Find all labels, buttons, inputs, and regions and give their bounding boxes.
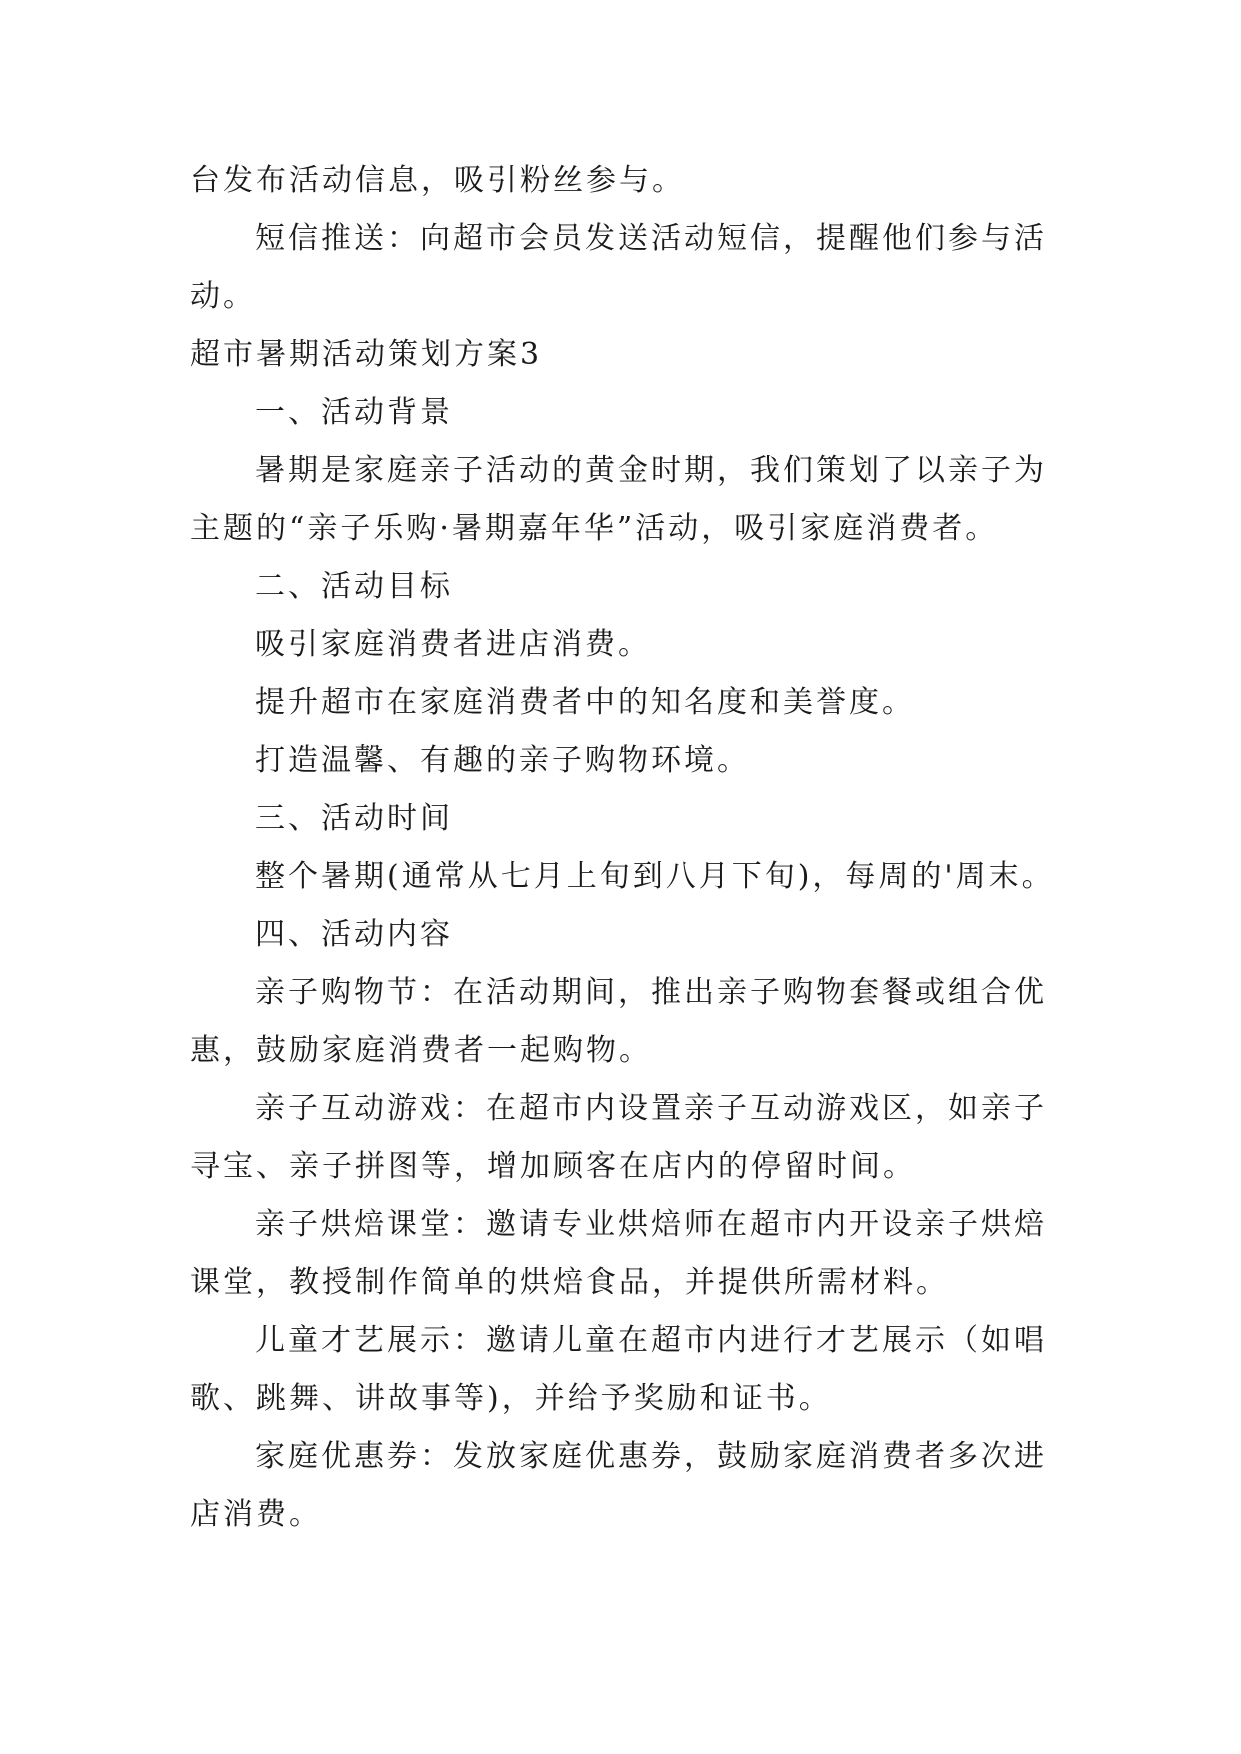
text-line: 亲子互动游戏：在超市内设置亲子互动游戏区，如亲子 xyxy=(255,1091,1047,1126)
text-line: 家庭优惠券：发放家庭优惠券，鼓励家庭消费者多次进 xyxy=(255,1439,1047,1474)
section-heading: 二、活动目标 xyxy=(255,569,453,604)
document-body xyxy=(190,152,1055,1544)
section-heading: 四、活动内容 xyxy=(255,917,453,952)
text-line: 店消费。 xyxy=(190,1497,322,1532)
text-line: 动。 xyxy=(190,279,256,314)
text-line: 亲子购物节：在活动期间，推出亲子购物套餐或组合优 xyxy=(255,975,1047,1010)
text-line: 台发布活动信息，吸引粉丝参与。 xyxy=(190,163,685,198)
text-line: 儿童才艺展示：邀请儿童在超市内进行才艺展示（如唱 xyxy=(255,1323,1047,1358)
text-line: 打造温馨、有趣的亲子购物环境。 xyxy=(255,743,750,778)
text-line: 提升超市在家庭消费者中的知名度和美誉度。 xyxy=(255,685,915,720)
text-line: 主题的“亲子乐购·暑期嘉年华”活动，吸引家庭消费者。 xyxy=(190,511,999,546)
text-line: 惠，鼓励家庭消费者一起购物。 xyxy=(190,1033,652,1068)
section-heading: 一、活动背景 xyxy=(255,395,453,430)
text-line: 暑期是家庭亲子活动的黄金时期，我们策划了以亲子为 xyxy=(255,453,1047,488)
text-line: 课堂，教授制作简单的烘焙食品，并提供所需材料。 xyxy=(190,1265,949,1300)
text-line: 亲子烘焙课堂：邀请专业烘焙师在超市内开设亲子烘焙 xyxy=(255,1207,1047,1242)
text-line: 短信推送：向超市会员发送活动短信，提醒他们参与活 xyxy=(255,221,1047,256)
text-line: 吸引家庭消费者进店消费。 xyxy=(255,627,651,662)
section-title: 超市暑期活动策划方案3 xyxy=(190,337,543,372)
text-line: 歌、跳舞、讲故事等)，并给予奖励和证书。 xyxy=(190,1381,832,1416)
text-line: 寻宝、亲子拼图等，增加顾客在店内的停留时间。 xyxy=(190,1149,916,1184)
text-line: 整个暑期(通常从七月上旬到八月下旬)，每周的'周末。 xyxy=(255,859,1055,894)
section-heading: 三、活动时间 xyxy=(255,801,453,836)
